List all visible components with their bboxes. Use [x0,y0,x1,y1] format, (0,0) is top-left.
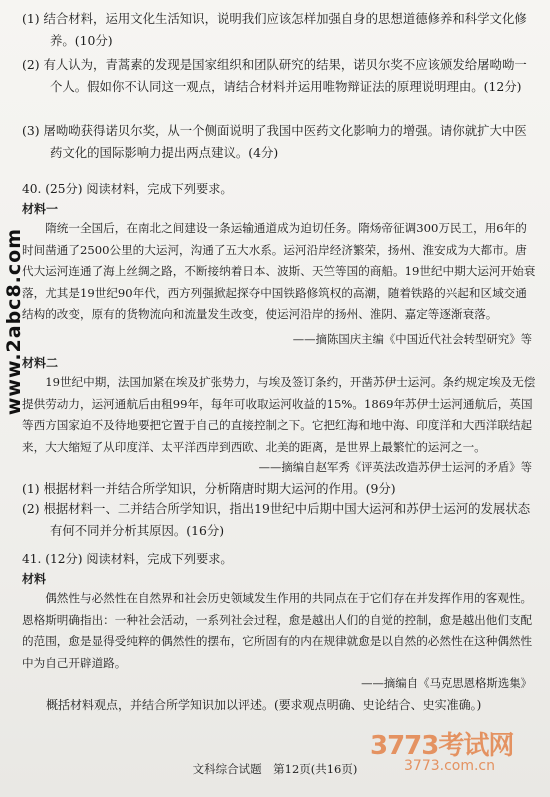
q41-material-text: 偶然性与必然性在自然界和社会历史领域发生作用的共同点在于它们存在并发挥作用的客观性。恩格斯明确指出：一种社会活动，一系列社会过程，愈是越出人们的自觉的控制，愈是越出他们支配的范围，愈是显得受纯粹的偶然性的摆布，它所固有的内在规律就愈是以自然的必然性在这种偶然性中为自己开辟道路。 [22,591,533,670]
q41-material-source: ——摘编自《马克思恩格斯选集》 [361,676,532,690]
q39-part1: (1) 结合材料，运用文化生活知识，说明我们应该怎样加强自身的思想道德修养和科学文化修养。(10分) [22,11,527,48]
logo-text: 3773考试网 [370,731,514,761]
logo-domain: 3773.com.cn [404,758,495,774]
q40-material2-heading: 材料二 [22,356,59,370]
q39-part2: (2) 有人认为，青蒿素的发现是国家组织和团队研究的结果，诺贝尔奖不应该颁发给屠呦呦一个人。假如你不认同这一观点，请结合材料并运用唯物辩证法的原理说明理由。(12分) [22,57,527,94]
q40-title: 40. (25分) 阅读材料，完成下列要求。 [22,182,233,196]
q41-requirement: 概括材料观点，并结合所学知识加以评述。(要求观点明确、史论结合、史实准确。) [46,698,482,712]
q40-material2-source: ——摘编自赵军秀《评英法改造苏伊士运河的矛盾》等 [258,460,532,474]
q40-requirement1: (1) 根据材料一并结合所学知识，分析隋唐时期大运河的作用。(9分) [22,481,396,496]
q40-material1-text: 隋统一全国后，在南北之间建设一条运输通道成为迫切任务。隋炀帝征调300万民工，用6年的时间凿通了2500公里的大运河，沟通了五大水系。运河沿岸经济繁荣，扬州、淮安成为大都市。唐代大运河连通了海上丝绸之路，不断接纳着日本、波斯、天竺等国的商船。19世纪中期大运河开始衰落，尤其是19世纪90年代，西方列强掀起探夺中国铁路修筑权的高潮，随着铁路的兴起和区域交通结构的改变，原有的货物流向和流量发生改变，使运河沿岸的扬州、淮阴、嘉定等逐渐衰落。 [22,221,536,321]
q41-material-heading: 材料 [22,572,47,586]
q40-requirement2: (2) 根据材料一、二并结合所学知识，指出19世纪中后期中国大运河和苏伊士运河的发展状态有何不同并分析其原因。(16分) [22,501,531,538]
page-footer: 文科综合试题 第12页(共16页) [192,762,358,776]
q41-title: 41. (12分) 阅读材料，完成下列要求。 [22,552,233,566]
q40-material2-text: 19世纪中期，法国加紧在埃及扩张势力，与埃及签订条约，开凿苏伊士运河。条约规定埃及无偿提供劳动力，运河通航后由租99年，每年可收取运河收益的15%。1869年苏伊士运河通航后，英国等西方国家迫不及待地要把它置于自己的直接控制之下。它把红海和地中海、印度洋和大西洋联结起来，大大缩短了从印度洋、太平洋西岸到西欧、北美的距离，是世界上最繁忙的运河之一。 [22,375,536,454]
q39-part3: (3) 屠呦呦获得诺贝尔奖，从一个侧面说明了我国中医药文化影响力的增强。请你就扩大中医药文化的国际影响力提出两点建议。(4分) [22,123,527,160]
q40-material1-heading: 材料一 [22,202,59,216]
q40-material1-source: ——摘陈国庆主编《中国近代社会转型研究》等 [292,332,532,346]
site-logo [370,725,540,790]
side-watermark: www.2abc8.com [3,228,25,416]
